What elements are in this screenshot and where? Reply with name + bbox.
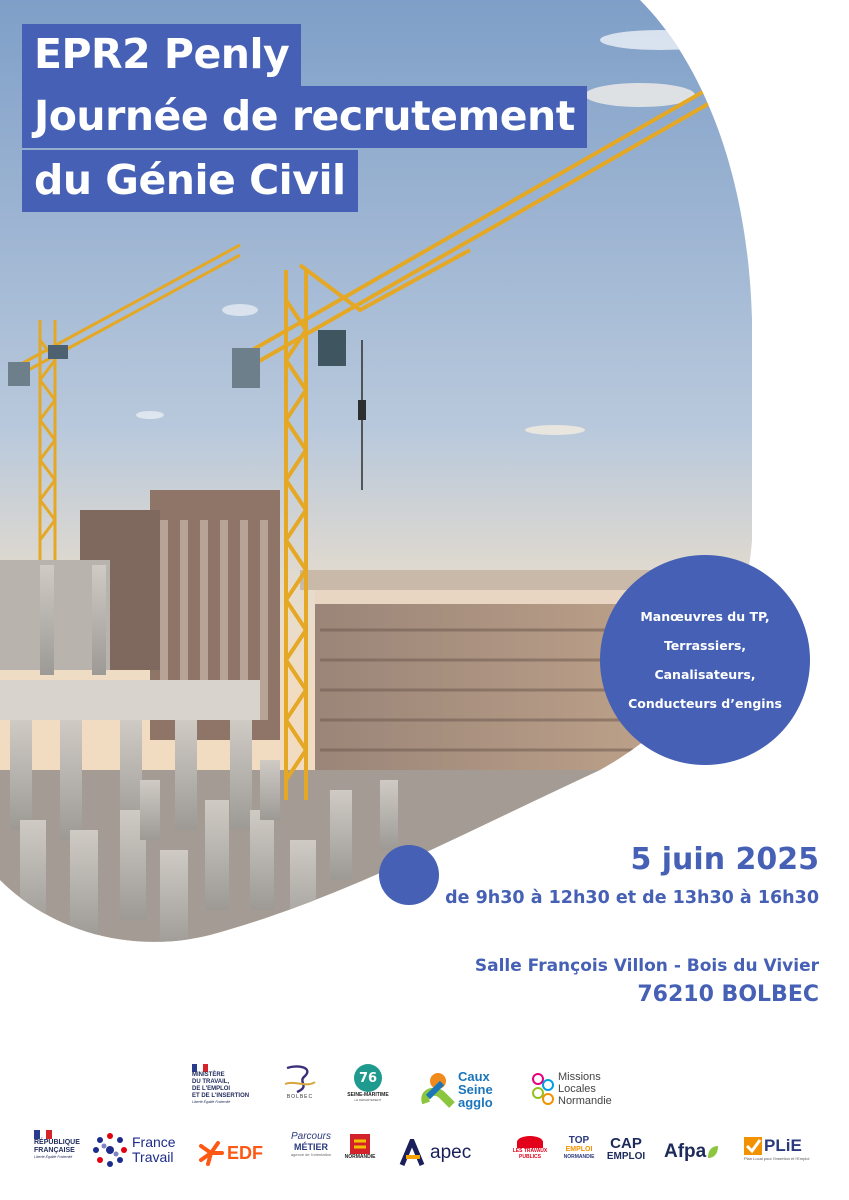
normandie-logo: NORMANDIE	[344, 1134, 376, 1168]
event-city: 76210 BOLBEC	[637, 982, 819, 1007]
parcours-metier-logo: Parcours MÉTIER agence de l'orientation	[290, 1131, 332, 1157]
top-emploi-logo: TOP EMPLOI NORMANDIE	[563, 1135, 595, 1160]
apec-logo: apec	[398, 1138, 488, 1168]
caux-seine-agglo-logo: Caux Seine agglo	[420, 1066, 505, 1112]
job-item: Manœuvres du TP,	[640, 609, 770, 624]
title-line-2: Journée de recrutement	[22, 86, 587, 148]
bolbec-logo: BOLBEC	[280, 1062, 320, 1112]
afpa-leaf-icon	[706, 1144, 720, 1160]
missions-locales-dots-icon	[530, 1069, 556, 1109]
bolbec-emblem-icon	[283, 1062, 317, 1094]
job-item: Canalisateurs,	[654, 667, 756, 682]
normandie-lions-icon	[350, 1134, 370, 1154]
job-item: Terrassiers,	[663, 638, 747, 653]
france-travail-dots-icon	[92, 1132, 128, 1168]
apec-a-icon	[398, 1139, 426, 1167]
event-date: 5 juin 2025	[630, 842, 819, 877]
title-line-1: EPR2 Penly	[22, 24, 301, 86]
job-item: Conducteurs d’engins	[628, 696, 782, 711]
plie-logo: PLiE Plan Local pour l'Insertion et l'Emploi	[744, 1136, 810, 1161]
tricolor-flag-icon	[34, 1130, 52, 1139]
republique-francaise-logo: RÉPUBLIQUE FRANÇAISE Liberté Égalité Fraternité	[34, 1130, 84, 1170]
jobs-circle	[600, 555, 810, 765]
decorative-dot	[379, 845, 439, 905]
cap-emploi-logo: CAP EMPLOI	[606, 1135, 646, 1162]
travaux-publics-arc-icon	[517, 1136, 543, 1148]
france-travail-logo: France Travail	[92, 1130, 182, 1170]
event-hours: de 9h30 à 12h30 et de 13h30 à 16h30	[445, 888, 819, 908]
afpa-logo: Afpa	[664, 1136, 732, 1168]
seine-maritime-logo: 76 SEINE-MARITIME LE DÉPARTEMENT	[345, 1064, 391, 1114]
plie-check-icon	[744, 1137, 762, 1155]
missions-locales-logo: Missions Locales Normandie	[530, 1066, 620, 1112]
edf-logo: EDF	[198, 1138, 268, 1168]
event-venue: Salle François Villon - Bois du Vivier	[474, 956, 819, 976]
edf-flower-icon	[198, 1140, 224, 1166]
travaux-publics-logo: LES TRAVAUX PUBLICS	[510, 1136, 550, 1168]
caux-seine-ampersand-icon	[420, 1069, 456, 1109]
title-line-3: du Génie Civil	[22, 150, 358, 212]
ministere-travail-logo: MINISTÈRE DU TRAVAIL, DE L'EMPLOI ET DE L'INSERTION Liberté Égalité Fraternité	[192, 1064, 272, 1114]
tricolor-flag-icon	[192, 1064, 208, 1072]
